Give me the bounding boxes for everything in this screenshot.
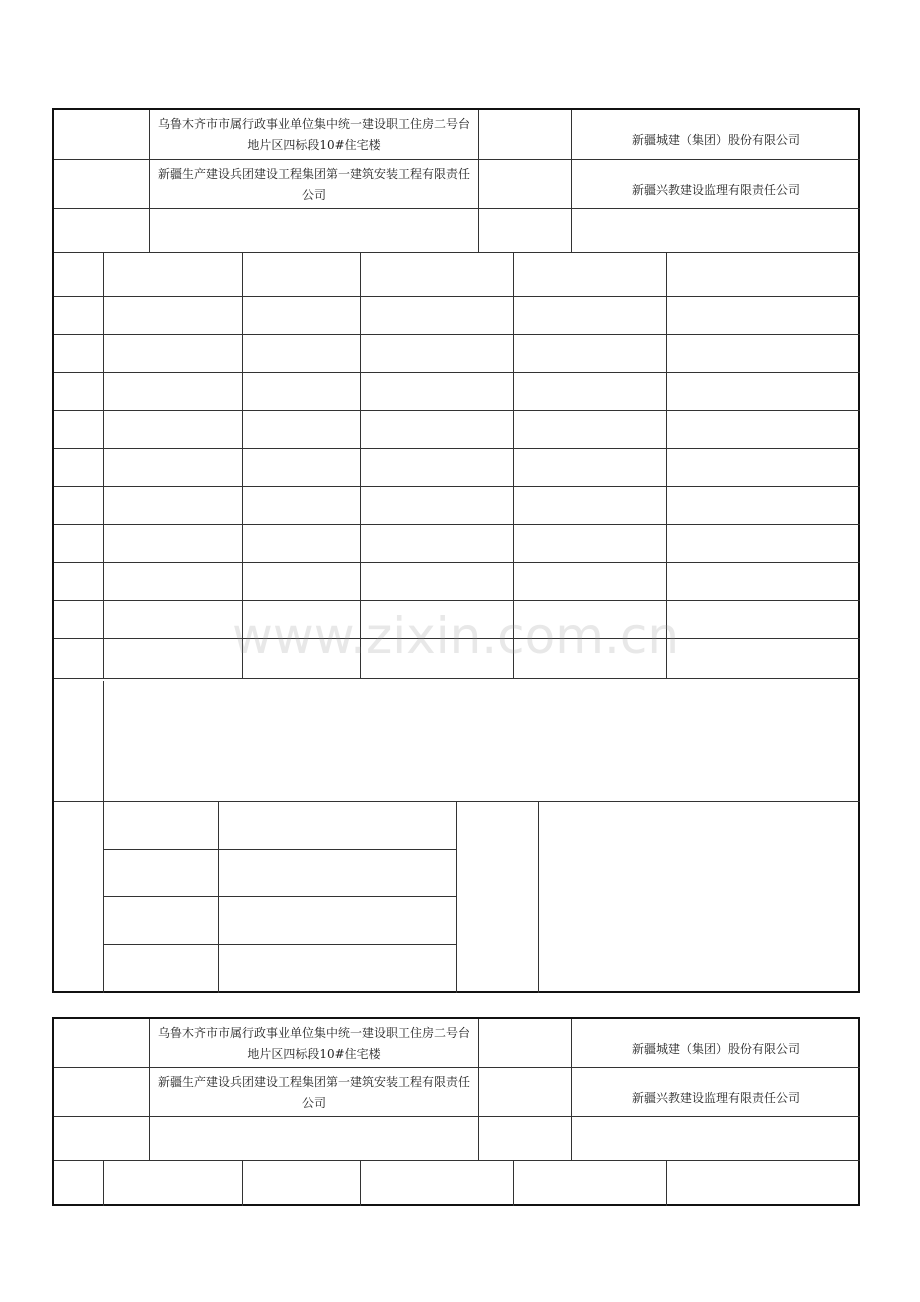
column-header-cell [54, 253, 104, 297]
table-cell [104, 639, 243, 679]
table-cell [361, 449, 514, 487]
table-cell [243, 449, 361, 487]
header-label-cell [479, 209, 572, 253]
column-header-cell [104, 1161, 243, 1206]
supervisor-cell [572, 160, 860, 209]
column-header-cell [667, 1161, 860, 1206]
header-label-cell [54, 209, 150, 253]
remarks-content-cell [104, 681, 860, 802]
table-cell [243, 297, 361, 335]
table-cell [361, 335, 514, 373]
subcontractor-name: 新疆生产建设兵团建设工程集团第一建筑安装工程有限责任公司 [157, 167, 470, 202]
table-cell [361, 297, 514, 335]
column-header-cell [243, 253, 361, 297]
table-cell [667, 563, 860, 601]
header-label-cell [479, 110, 572, 160]
table-cell [667, 487, 860, 525]
signature-name-cell [219, 897, 457, 945]
table-cell [243, 525, 361, 563]
table-cell [104, 411, 243, 449]
header-value-cell [572, 1117, 860, 1161]
signature-role-cell [104, 945, 219, 993]
signature-role-cell [104, 850, 219, 897]
table-cell [514, 449, 667, 487]
table-cell [514, 525, 667, 563]
contractor-name: 新疆城建（集团）股份有限公司 [631, 133, 800, 147]
remarks-label-cell [54, 681, 104, 802]
subcontractor-cell [150, 160, 479, 209]
table-cell [514, 335, 667, 373]
signature-name-cell [219, 802, 457, 850]
record-form-page-2 [52, 1017, 860, 1206]
column-header-cell [514, 253, 667, 297]
table-cell [514, 373, 667, 411]
column-header-cell [361, 1161, 514, 1206]
table-cell [667, 639, 860, 679]
table-cell [54, 373, 104, 411]
header-label-cell [54, 160, 150, 209]
project-name-cell [150, 110, 479, 160]
table-cell [104, 601, 243, 639]
project-name-cell [150, 1019, 479, 1068]
table-cell [243, 373, 361, 411]
table-cell [667, 297, 860, 335]
header-value-cell [150, 1117, 479, 1161]
header-label-cell [479, 160, 572, 209]
table-cell [104, 563, 243, 601]
header-label-cell [479, 1117, 572, 1161]
table-cell [514, 297, 667, 335]
contractor-cell [572, 110, 860, 160]
table-cell [514, 487, 667, 525]
contractor-cell [572, 1019, 860, 1068]
table-cell [54, 411, 104, 449]
table-cell [243, 563, 361, 601]
signature-role-cell [104, 802, 219, 850]
column-header-cell [243, 1161, 361, 1206]
table-cell [54, 525, 104, 563]
watermark-text: www.zixin.com.cn [232, 607, 680, 665]
conclusion-content-cell [539, 802, 860, 993]
table-cell [243, 335, 361, 373]
table-cell [104, 335, 243, 373]
table-cell [104, 449, 243, 487]
header-value-cell [572, 209, 860, 253]
table-cell [361, 373, 514, 411]
column-header-cell [361, 253, 514, 297]
table-cell [104, 297, 243, 335]
contractor-name: 新疆城建（集团）股份有限公司 [631, 1041, 800, 1056]
signature-role-cell [104, 897, 219, 945]
record-form-page-1 [52, 108, 860, 993]
column-header-cell [54, 1161, 104, 1206]
table-cell [667, 411, 860, 449]
table-cell [361, 411, 514, 449]
header-label-cell [54, 1117, 150, 1161]
table-cell [54, 563, 104, 601]
table-cell [667, 335, 860, 373]
header-label-cell [479, 1068, 572, 1117]
table-cell [514, 411, 667, 449]
supervisor-cell [572, 1068, 860, 1117]
project-name: 乌鲁木齐市市属行政事业单位集中统一建设职工住房二号台地片区四标段10#住宅楼 [157, 117, 470, 152]
table-cell [54, 487, 104, 525]
table-cell [667, 601, 860, 639]
table-cell [361, 525, 514, 563]
subcontractor-name: 新疆生产建设兵团建设工程集团第一建筑安装工程有限责任公司 [157, 1075, 470, 1110]
column-header-cell [667, 253, 860, 297]
column-header-cell [514, 1161, 667, 1206]
header-label-cell [54, 1019, 150, 1068]
table-cell [104, 373, 243, 411]
column-header-cell [104, 253, 243, 297]
header-label-cell [54, 110, 150, 160]
table-cell [54, 449, 104, 487]
header-label-cell [479, 1019, 572, 1068]
project-name: 乌鲁木齐市市属行政事业单位集中统一建设职工住房二号台地片区四标段10#住宅楼 [157, 1026, 470, 1061]
table-cell [667, 373, 860, 411]
header-value-cell [150, 209, 479, 253]
signature-name-cell [219, 945, 457, 993]
table-cell [104, 487, 243, 525]
signature-label-cell [54, 802, 104, 993]
header-label-cell [54, 1068, 150, 1117]
subcontractor-cell [150, 1068, 479, 1117]
table-cell [54, 601, 104, 639]
table-cell [667, 449, 860, 487]
table-cell [361, 563, 514, 601]
table-cell [54, 335, 104, 373]
table-cell [361, 487, 514, 525]
table-cell [54, 297, 104, 335]
table-cell [54, 639, 104, 679]
table-cell [514, 563, 667, 601]
supervisor-name: 新疆兴教建设监理有限责任公司 [631, 1090, 800, 1105]
table-cell [243, 487, 361, 525]
signature-name-cell [219, 850, 457, 897]
table-cell [243, 411, 361, 449]
supervisor-name: 新疆兴教建设监理有限责任公司 [631, 182, 800, 197]
conclusion-label-cell [457, 802, 539, 993]
table-cell [104, 525, 243, 563]
table-cell [667, 525, 860, 563]
